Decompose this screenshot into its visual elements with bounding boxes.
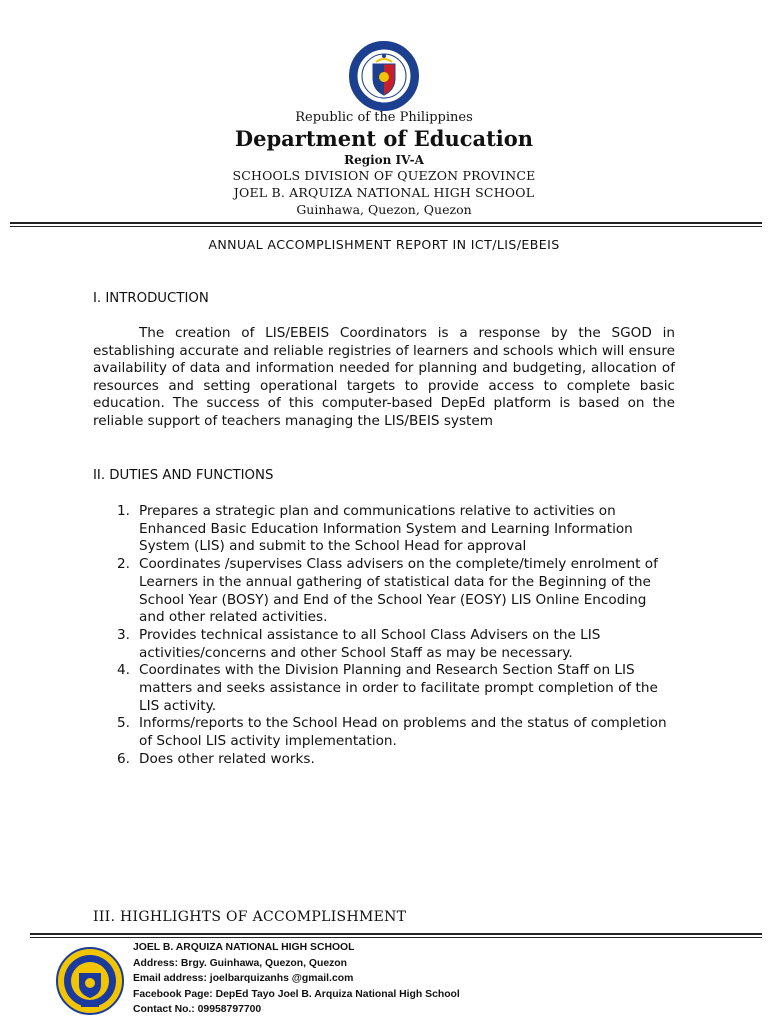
list-item	[107, 503, 667, 556]
section-heading-highlights: III. HIGHLIGHTS OF ACCOMPLISHMENT	[93, 909, 407, 925]
list-item	[107, 715, 667, 750]
footer-contact: Contact No.: 09958797700	[133, 1004, 262, 1016]
list-item	[107, 556, 667, 627]
header-divider-thin	[10, 226, 762, 227]
school-seal-icon	[55, 945, 125, 1017]
footer-email: Email address: joelbarquizanhs @gmail.com	[133, 973, 354, 985]
footer-address: Address: Brgy. Guinhawa, Quezon, Quezon	[133, 957, 347, 969]
footer-info	[133, 940, 460, 1018]
list-item-number: 1.	[117, 503, 130, 519]
list-item-number: 2.	[117, 556, 130, 573]
footer-divider	[30, 933, 762, 935]
deped-seal-icon	[343, 40, 425, 112]
list-item-number: 5.	[117, 715, 130, 732]
list-item	[107, 662, 667, 715]
header-address: Guinhawa, Quezon, Quezon	[296, 202, 472, 217]
list-item-text: Coordinates /supervises Class advisers on the complete/timely enrolment of Learners in the annual gathering of statistical data for the Beginning of the School Year (BOSY) and End of the School Year (EOSY) LIS Online Encoding and other related activities.	[139, 556, 658, 626]
header-divider	[10, 222, 762, 224]
list-item	[107, 751, 667, 769]
list-item-text: Coordinates with the Division Planning and Research Section Staff on LIS matters and seeks assistance in order to facilitate prompt completion of the LIS activity.	[139, 662, 658, 714]
introduction-paragraph: The creation of LIS/EBEIS Coordinators is a response by the SGOD in establishing accurate and reliable registries of learners and schools which will ensure availability of data and information needed for planning and budgeting, allocation of resources and setting operational targets to provide access to complete basic education. The success of this computer-based DepEd platform is based on the reliable support of teachers managing the LIS/BEIS system	[93, 325, 675, 429]
section-heading-introduction: I. INTRODUCTION	[93, 291, 209, 306]
list-item-number: 3.	[117, 626, 130, 643]
list-item-text: Informs/reports to the School Head on problems and the status of completion of School LIS activity implementation.	[139, 715, 667, 750]
list-item-text: Provides technical assistance to all School Class Advisers on the LIS activities/concerns and other School Staff as may be necessary.	[139, 626, 601, 661]
section-heading-duties: II. DUTIES AND FUNCTIONS	[93, 468, 274, 483]
duties-list	[107, 503, 667, 769]
list-item-text: Prepares a strategic plan and communications relative to activities on Enhanced Basic Education Information System and Learning Information System (LIS) and submit to the School Head for approval	[139, 503, 633, 555]
document-title: ANNUAL ACCOMPLISHMENT REPORT IN ICT/LIS/EBEIS	[208, 237, 560, 252]
list-item-number: 6.	[117, 750, 130, 767]
header-region: Region IV-A	[344, 153, 424, 167]
footer-facebook: Facebook Page: DepEd Tayo Joel B. Arquiza National High School	[133, 988, 460, 1000]
footer-divider-thin	[30, 937, 762, 938]
list-item-text: Does other related works.	[139, 750, 315, 767]
header-school: JOEL B. ARQUIZA NATIONAL HIGH SCHOOL	[233, 185, 535, 200]
list-item-number: 4.	[117, 662, 130, 679]
header-department: Department of Education	[234, 126, 534, 151]
footer-school: JOEL B. ARQUIZA NATIONAL HIGH SCHOOL	[133, 942, 355, 953]
list-item	[107, 627, 667, 662]
header-division: SCHOOLS DIVISION OF QUEZON PROVINCE	[232, 168, 536, 183]
header-republic: Republic of the Philippines	[295, 110, 473, 125]
